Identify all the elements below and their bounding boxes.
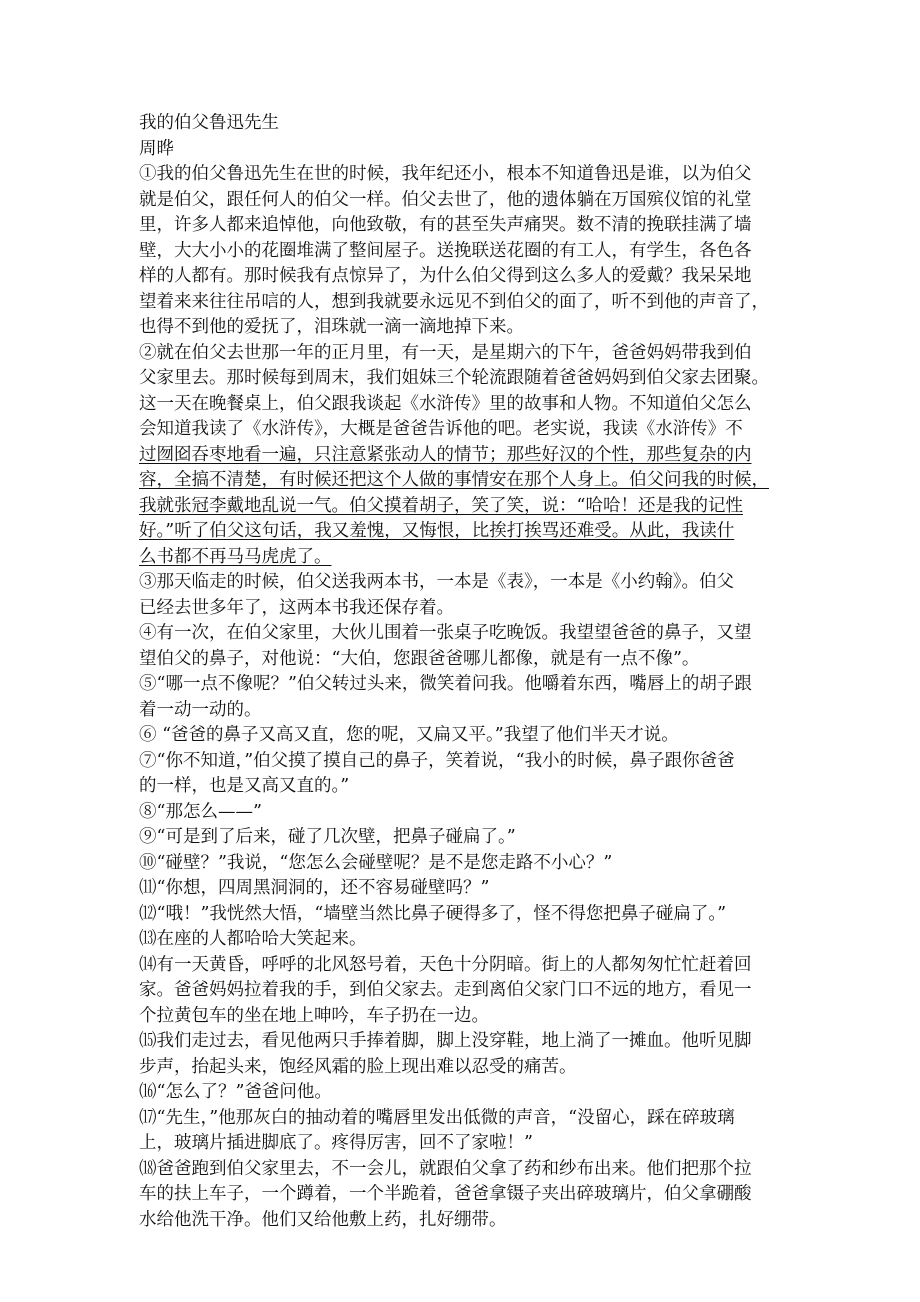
text-line: ⒅爸爸跑到伯父家里去，不一会儿，就跟伯父拿了药和纱布出来。他们把那个拉 (139, 1158, 752, 1179)
text-line: ⑿“哦！”我恍然大悟，“墙壁当然比鼻子硬得多了，怪不得您把鼻子碰扁了。” (139, 903, 727, 924)
text-line: 壁，大大小小的花圈堆满了整间屋子。送挽联送花圈的有工人，有学生，各色各 (139, 240, 752, 261)
text-line: ⑩“碰壁？”我说，“您怎么会碰壁呢？是不是您走路不小心？” (139, 852, 613, 873)
underlined-line: 容，全搞不清楚，有时候还把这个人做的事情安在那个人身上。伯父问我的时候， (139, 470, 769, 490)
text-line: ⑧“那怎么——” (139, 801, 262, 822)
paragraph-1 (139, 162, 799, 341)
text-line: ⑤“哪一点不像呢？”伯父转过头来，微笑着问我。他嚼着东西，嘴唇上的胡子跟 (139, 674, 752, 694)
paragraph-6 (139, 723, 799, 749)
paragraph-18 (139, 1157, 799, 1234)
text-line: 里，许多人都来追悼他，向他致敬，有的甚至失声痛哭。数不清的挽联挂满了墙 (139, 215, 752, 235)
paragraph-5 (139, 672, 799, 723)
text-line: ②就在伯父去世那一年的正月里，有一天，是星期六的下午，爸爸妈妈带我到伯 (139, 342, 752, 363)
paragraph-3 (139, 570, 799, 621)
text-line: ④有一次，在伯父家里，大伙儿围着一张桌子吃晚饭。我望望爸爸的鼻子，又望 (139, 623, 752, 643)
underlined-line: 好。”听了伯父这句话，我又羞愧，又悔恨，比挨打挨骂还难受。从此，我读什 (139, 521, 735, 541)
text-line: 车的扶上车子，一个蹲着，一个半跪着，爸爸拿镊子夹出碎玻璃片，伯父拿硼酸 (139, 1184, 752, 1204)
text-line: 样的人都有。那时候我有点惊异了，为什么伯父得到这么多人的爱戴？我呆呆地 (139, 266, 752, 286)
text-line: ⒄“先生，”他那灰白的抽动着的嘴唇里发出低微的声音，“没留心，踩在碎玻璃 (139, 1107, 735, 1128)
text-line: ⒁有一天黄昏，呼呼的北风怒号着，天色十分阴暗。街上的人都匆匆忙忙赶着回 (139, 954, 752, 975)
paragraph-7 (139, 749, 799, 800)
paragraph-9 (139, 825, 799, 851)
text-line: 这一天在晚餐桌上，伯父跟我谈起《水浒传》里的故事和人物。不知道伯父怎么 (139, 393, 752, 414)
author-name: 周晔 (139, 138, 174, 159)
paragraph-15 (139, 1029, 799, 1080)
text-line: 上，玻璃片插进脚底了。疼得厉害，回不了家啦！” (139, 1133, 533, 1153)
paragraph-16 (139, 1080, 799, 1106)
text-line: 水给他洗干净。他们又给他敷上药，扎好绷带。 (139, 1209, 507, 1230)
text-line: ⒀在座的人都哈哈大笑起来。 (139, 929, 367, 949)
paragraph-4 (139, 621, 799, 672)
text-line: ①我的伯父鲁迅先生在世的时候，我年纪还小，根本不知道鲁迅是谁，以为伯父 (139, 164, 752, 184)
paragraph-14 (139, 953, 799, 1030)
underlined-line: 我就张冠李戴地乱说一气。伯父摸着胡子，笑了笑，说：“哈哈！还是我的记性 (139, 495, 743, 516)
text-line: 望伯父的鼻子，对他说：“大伯，您跟爸爸哪儿都像，就是有一点不像”。 (139, 648, 700, 669)
text-line: 着一动一动的。 (139, 699, 262, 720)
paragraph-17 (139, 1106, 799, 1157)
text-line: 的一样，也是又高又直的。” (139, 776, 350, 796)
text-line: ⑾“你想，四周黑洞洞的，还不容易碰壁吗？” (139, 878, 490, 898)
document-page (139, 111, 799, 1233)
paragraph-12 (139, 902, 799, 928)
paragraph-10 (139, 851, 799, 877)
text-line: ⑦“你不知道，”伯父摸了摸自己的鼻子，笑着说，“我小的时候，鼻子跟你爸爸 (139, 750, 735, 771)
underlined-line: 么书都不再马马虎虎了。 (139, 546, 332, 567)
text-line: 步声，抬起头来，饱经风霜的脸上现出难以忍受的痛苦。 (139, 1056, 577, 1077)
text-line: 已经去世多年了，这两本书我还保存着。 (139, 597, 454, 618)
text-line: 家。爸爸妈妈拉着我的手，到伯父家去。走到离伯父家门口不远的地方，看见一 (139, 980, 752, 1000)
article-title: 我的伯父鲁迅先生 (139, 113, 279, 133)
text-line: 个拉黄包车的坐在地上呻吟，车子扔在一边。 (139, 1005, 489, 1026)
paragraph-8 (139, 800, 799, 826)
text-line: ⒂我们走过去，看见他两只手捧着脚，脚上没穿鞋，地上淌了一摊血。他听见脚 (139, 1031, 752, 1051)
paragraph-13 (139, 927, 799, 953)
text-line: ⑥ “爸爸的鼻子又高又直，您的呢，又扁又平。”我望了他们半天才说。 (139, 725, 679, 745)
paragraph-11 (139, 876, 799, 902)
text-line: ③那天临走的时候，伯父送我两本书，一本是《表》，一本是《小约翰》。伯父 (139, 572, 734, 592)
text-line: 望着来来往往吊唁的人，想到我就要永远见不到伯父的面了，听不到他的声音了， (139, 291, 769, 312)
paragraph-2 (139, 341, 799, 571)
text-line: ⑨“可是到了后来，碰了几次壁，把鼻子碰扁了。” (139, 827, 516, 847)
text-line: 也得不到他的爱抚了，泪珠就一滴一滴地掉下来。 (139, 317, 524, 337)
text-line: ⒃“怎么了？”爸爸问他。 (139, 1082, 332, 1102)
underlined-line: 过囫囵吞枣地看一遍，只注意紧张动人的情节；那些好汉的个性，那些复杂的内 (139, 444, 752, 465)
text-line: 就是伯父，跟任何人的伯父一样。伯父去世了，他的遗体躺在万国殡仪馆的礼堂 (139, 189, 752, 210)
text-line: 会知道我读了《水浒传》，大概是爸爸告诉他的吧。老实说，我读《水浒传》不 (139, 419, 743, 439)
text-line: 父家里去。那时候每到周末，我们姐妹三个轮流跟随着爸爸妈妈到伯父家去团聚。 (139, 368, 769, 388)
